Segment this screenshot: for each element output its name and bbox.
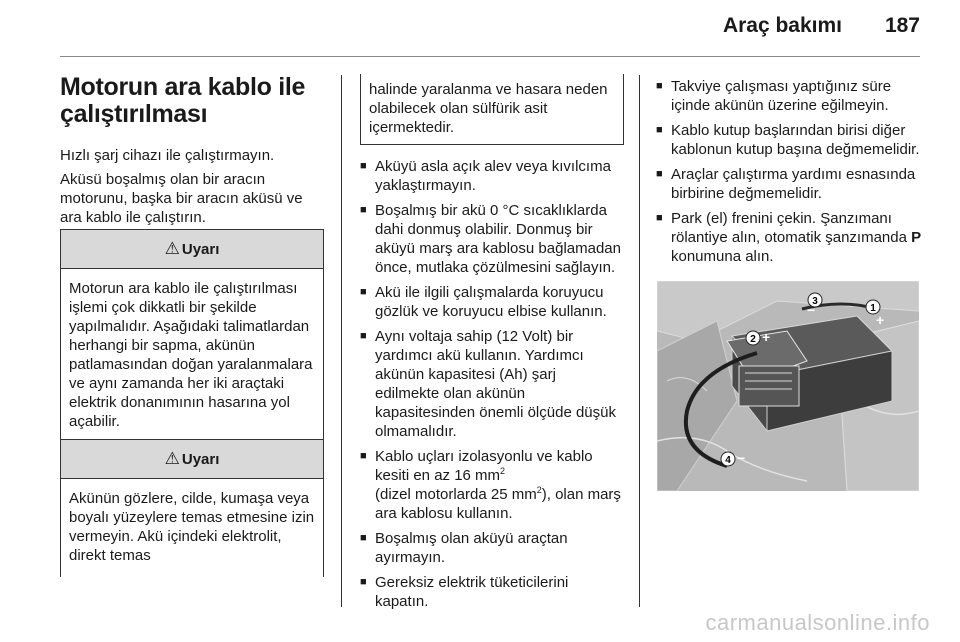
warning-box-1 xyxy=(60,229,324,442)
plus-sign: + xyxy=(876,312,885,328)
bullet-square-icon: ■ xyxy=(360,204,367,216)
list-item-text: Kablo kutup başlarından birisi diğer kablonun kutup başına değmemelidir. xyxy=(671,122,920,158)
bullet-square-icon: ■ xyxy=(360,532,367,544)
list-item xyxy=(360,283,624,321)
bullet-square-icon: ■ xyxy=(360,160,367,172)
minus-sign: − xyxy=(737,450,746,466)
list-item xyxy=(656,121,922,159)
list-item-text: Araçlar çalıştırma yardımı esnasında birbirine değmemelidir. xyxy=(671,166,916,202)
list-item xyxy=(656,165,922,203)
minus-sign: − xyxy=(807,302,816,318)
bullet-square-icon: ■ xyxy=(656,168,663,180)
warning-continuation: halinde yaralanma ve hasara neden olabilecek olan sülfürik asit içermektedir. xyxy=(360,74,624,145)
column-2 xyxy=(360,74,624,617)
list-item-text: Boşalmış olan aküyü araçtan ayırmayın. xyxy=(375,530,568,566)
park-text-2: konumuna alın. xyxy=(671,248,774,265)
cable-text-3: ), olan marş ara kablosu kullanın. xyxy=(375,486,621,522)
bullet-square-icon: ■ xyxy=(360,576,367,588)
list-item xyxy=(360,201,624,277)
section-title-line-1: Motorun ara kablo ile xyxy=(60,73,306,101)
engine-bay-illustration xyxy=(657,281,919,491)
list-item xyxy=(360,327,624,441)
warning-text-1: Motorun ara kablo ile çalıştırılması işlemi çok dikkatli bir şekilde yapılmalıdır. Aşağıdaki talimatlardan herhangi bir sapma, akünün patlamasından doğan yaralanmalara ve aynı zamanda her iki araçtaki elektrik donanımının hasarına yol açabilir. xyxy=(69,280,313,430)
cable-text-1: Kablo uçları izolasyonlu ve kablo kesiti en az 16 mm xyxy=(375,448,593,484)
plus-sign: + xyxy=(762,329,771,345)
list-item-text: Akü ile ilgili çalışmalarda koruyucu gözlük ve koruyucu elbise kullanın. xyxy=(375,284,607,320)
precautions-list xyxy=(360,157,624,611)
bullet-square-icon: ■ xyxy=(656,212,663,224)
column-1 xyxy=(60,74,324,227)
site-watermark: carmanualsonline.info xyxy=(705,610,930,635)
superscript: 2 xyxy=(500,466,506,476)
list-item-text: Gereksiz elektrik tüketicilerini kapatın. xyxy=(375,574,569,610)
procedure-list xyxy=(656,77,922,266)
warning-heading-label: Uyarı xyxy=(181,241,220,258)
bullet-square-icon: ■ xyxy=(656,124,663,136)
callout-2: 2 xyxy=(750,334,756,345)
bullet-square-icon: ■ xyxy=(360,286,367,298)
section-title xyxy=(60,74,324,128)
callout-4: 4 xyxy=(725,455,731,466)
list-item-text: Aküyü asla açık alev veya kıvılcıma yaklaştırmayın. xyxy=(375,158,611,194)
gear-position-p: P xyxy=(911,229,922,246)
engine-bay-figure xyxy=(657,281,919,491)
page-header-title: Araç bakımı xyxy=(722,14,842,37)
list-item xyxy=(656,209,922,266)
cable-text-2: (dizel motorlarda 25 mm xyxy=(375,486,537,503)
warning-text-2: Akünün gözlere, cilde, kumaşa veya boyalı yüzeylere temas etmesine izin vermeyin. Akü içindeki elektrolit, direkt temas xyxy=(69,490,315,564)
park-text-1: Park (el) frenini çekin. Şanzımanı rölantiye alın, otomatik şanzımanda xyxy=(671,210,907,246)
intro-paragraph-1: Hızlı şarj cihazı ile çalıştırmayın. xyxy=(60,147,275,164)
list-item xyxy=(360,157,624,195)
warning-heading-1 xyxy=(61,230,323,269)
list-item xyxy=(656,77,922,115)
page-number: 187 xyxy=(884,14,920,37)
list-item-text: Takviye çalışması yaptığınız süre içinde akünün üzerine eğilmeyin. xyxy=(671,78,892,114)
section-title-line-2: çalıştırılması xyxy=(60,100,208,128)
warning-triangle-icon: ⚠ xyxy=(164,449,180,468)
column-3 xyxy=(656,77,922,272)
header-rule xyxy=(60,56,920,57)
warning-box-2 xyxy=(60,439,324,577)
list-item-text: Boşalmış bir akü 0 °C sıcaklıklarda dahi donmuş olabilir. Donmuş bir aküyü marş ara kablosu bağlamadan önce, mutlaka çözülmesini sağlayın. xyxy=(375,202,621,276)
column-divider-1 xyxy=(341,75,342,607)
list-item xyxy=(360,447,624,523)
list-item xyxy=(360,529,624,567)
bullet-square-icon: ■ xyxy=(360,330,367,342)
column-divider-2 xyxy=(639,75,640,607)
bullet-square-icon: ■ xyxy=(656,80,663,92)
warning-triangle-icon: ⚠ xyxy=(164,239,180,258)
bullet-square-icon: ■ xyxy=(360,450,367,462)
callout-1: 1 xyxy=(870,303,876,314)
superscript: 2 xyxy=(536,485,542,495)
warning-heading-label: Uyarı xyxy=(181,451,220,468)
list-item-text: Aynı voltaja sahip (12 Volt) bir yardımcı akü kullanın. Yardımcı akünün kapasitesi (Ah) şarj edilmekte olan akünün kapasitesinden önemli ölçüde düşük olmamalıdır. xyxy=(375,328,616,440)
warning-heading-2 xyxy=(61,440,323,479)
callout-3: 3 xyxy=(812,296,818,307)
intro-paragraph-2: Aküsü boşalmış olan bir aracın motorunu, başka bir aracın aküsü ve ara kablo ile çalıştırın. xyxy=(60,171,303,226)
list-item xyxy=(360,573,624,611)
